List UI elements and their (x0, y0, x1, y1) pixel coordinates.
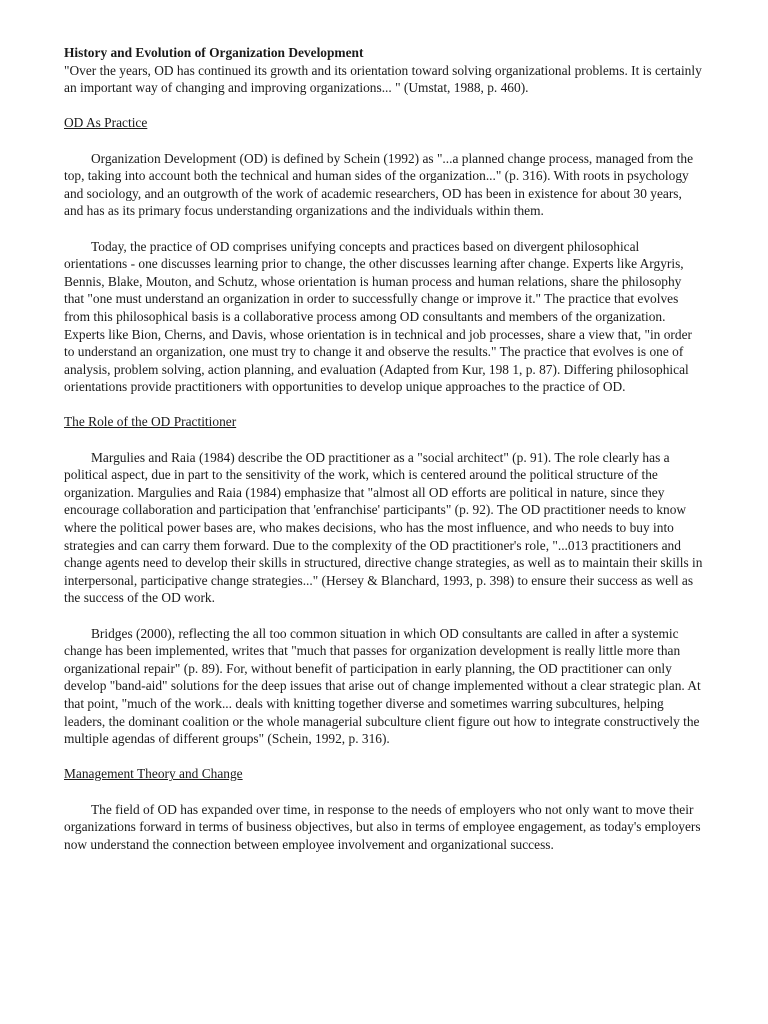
document-title: History and Evolution of Organization Development (64, 45, 364, 60)
section-heading-role-of-practitioner: The Role of the OD Practitioner (64, 414, 237, 430)
paragraph: Organization Development (OD) is defined by Schein (1992) as "...a planned change process, managed from the top, taking into account both the technical and human sides of the organization..." (p. 316). With roots in psychology and sociology, and an outgrowth of the work of academic researchers, OD has been in existence for about 30 years, and has as its primary focus understanding organizations and the individuals within them. (64, 150, 694, 219)
paragraph: Margulies and Raia (1984) describe the OD practitioner as a "social architect" (p. 91). The role clearly has a political aspect, due in part to the sensitivity of the work, which is centered around the political structure of the organization. Margulies and Raia (1984) emphasize that "almost all OD efforts are political in nature, since they encourage collaboration and participation that 'enfranchise' participants" (p. 92). The OD practitioner needs to know where the political power bases are, who makes decisions, who has the most influence, and who needs to buy into strategies and can carry them forward. Due to the complexity of the OD practitioner's role, "...013 practitioners and change agents need to develop their skills in structured, directive change strategies, as well as to maintain their skills in interpersonal, participative change strategies..." (Hersey & Blanchard, 1993, p. 398) to ensure their success as well as the success of the OD work. (64, 449, 703, 606)
paragraph: Today, the practice of OD comprises unifying concepts and practices based on divergent philosophical orientations - one discusses learning prior to change, the other discusses learning after change. Experts like Argyris, Bennis, Blake, Mouton, and Schutz, whose orientation is human process and human relations, share the philosophy that "one must understand an organization in order to successfully change or improve it." The practice that evolves from this philosophical basis is a collaborative process among OD consultants and members of the organization. Experts like Bion, Cherns, and Davis, whose orientation is in technical and job processes, share a view that, "in order to understand an organization, one must try to change it and observe the results." The practice that evolves is one of analysis, problem solving, action planning, and evaluation (Adapted from Kur, 198 1, p. 87). Differing philosophical orientations provide practitioners with opportunities to develop unique approaches to the practice of OD. (64, 238, 692, 395)
section-heading-od-as-practice: OD As Practice (64, 115, 148, 131)
intro-paragraph: "Over the years, OD has continued its growth and its orientation toward solving organizational problems. It is certainly an important way of changing and improving organizations... " (Umstat, 1988, p. 460). (64, 62, 702, 96)
paragraph: The field of OD has expanded over time, in response to the needs of employers who not only want to move their organizations forward in terms of business objectives, but also in terms of employee engagement, as today's employers now understand the connection between employee involvement and organizational success. (64, 801, 701, 852)
document-page (64, 44, 704, 871)
section-heading-management-theory: Management Theory and Change (64, 766, 243, 782)
paragraph: Bridges (2000), reflecting the all too common situation in which OD consultants are called in after a systemic change has been implemented, writes that "much that passes for organization development is really little more than organizational repair" (p. 89). For, without benefit of participation in early planning, the OD practitioner can only develop "band-aid" solutions for the deep issues that arise out of change implemented without a clear strategic plan. At that point, "much of the work... deals with knitting together diverse and sometimes warring subcultures, helping leaders, the dominant coalition or the whole managerial subculture client figure out how to integrate constructively the multiple agendas of different groups" (Schein, 1992, p. 316). (64, 625, 701, 747)
